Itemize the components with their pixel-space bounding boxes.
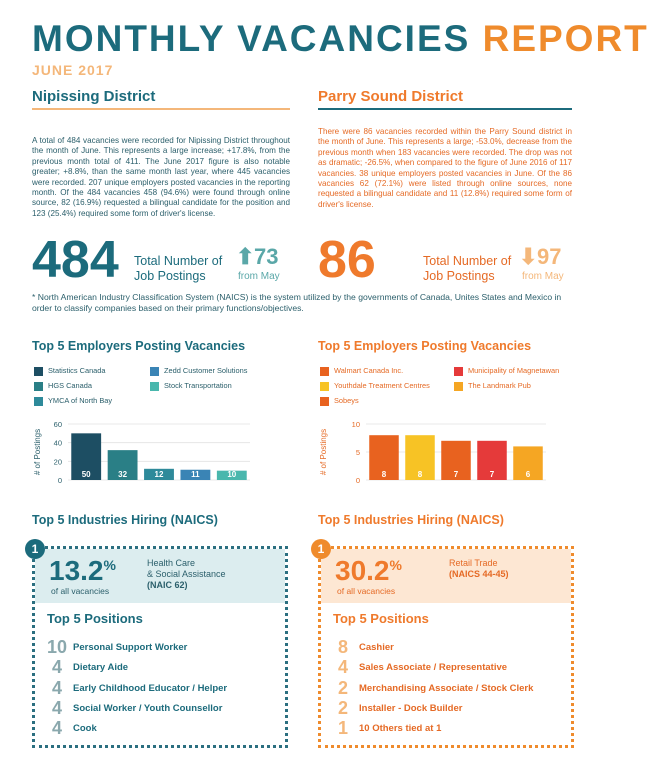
industries-heading-left: Top 5 Industries Hiring (NAICS)	[32, 513, 218, 527]
industries-heading-right: Top 5 Industries Hiring (NAICS)	[318, 513, 504, 527]
title-main: MONTHLY VACANCIES	[32, 18, 471, 59]
nipissing-summary: A total of 484 vacancies were recorded for Nipissing District throughout the month of June. This represents a large increase; +17.8%, from the previous month total of 411. The June 2017 figure is also notable greater; +8.8%, than the same month last year, where 445 vacancies were recorded. 207 unique employers posted vacancies in the reporting month. Of the 484 vacancies 458 (94.6%) were found through online source, 82 (16.9%) requested a bilingual candidate for the position and 123 (25.4%) required some form of driver's license.	[32, 136, 290, 218]
parry-sound-change-label: from May	[522, 271, 564, 282]
bar-value-label: 6	[525, 470, 531, 479]
y-axis-label: # of Postings	[319, 428, 328, 476]
bar-value-label: 7	[453, 470, 459, 479]
nipissing-divider	[32, 108, 290, 110]
parry-sound-total: 86	[318, 231, 376, 289]
bar-value-label: 50	[81, 470, 91, 479]
parry-sound-divider	[318, 108, 572, 110]
employers-heading-left: Top 5 Employers Posting Vacancies	[32, 339, 246, 353]
employers-bar-chart-right	[318, 418, 572, 488]
positions-heading: Top 5 Positions	[47, 611, 143, 626]
industry-percentage: 30.2%	[335, 555, 402, 586]
report-title	[32, 18, 649, 60]
arrow-up-icon: ⬆	[236, 244, 255, 269]
top-industry-card-left	[31, 542, 288, 748]
legend-swatch	[320, 382, 329, 391]
legend-swatch	[150, 367, 159, 376]
title-accent: REPORT	[482, 18, 649, 59]
positions-heading: Top 5 Positions	[333, 611, 429, 626]
legend-swatch	[320, 367, 329, 376]
list-item: 8 Cashier	[337, 637, 394, 657]
legend-swatch	[34, 367, 43, 376]
legend-item: Stock Transportation	[150, 381, 232, 391]
legend-swatch	[454, 382, 463, 391]
list-item: 4 Cook	[51, 718, 97, 738]
employers-heading-right: Top 5 Employers Posting Vacancies	[318, 339, 532, 353]
list-item: 4 Early Childhood Educator / Helper	[51, 678, 228, 698]
legend-item: Municipality of Magnetawan	[454, 366, 559, 376]
list-item: 2 Merchandising Associate / Stock Clerk	[337, 678, 534, 698]
list-item: 4 Social Worker / Youth Counsellor	[51, 698, 223, 718]
bar-value-label: 11	[191, 470, 200, 479]
nipissing-total-label: Total Number of Job Postings	[134, 254, 223, 283]
bar-value-label: 32	[118, 470, 128, 479]
y-tick-label: 10	[351, 420, 360, 429]
nipissing-change-label: from May	[238, 271, 280, 282]
legend-swatch	[34, 382, 43, 391]
legend-item: Sobeys	[320, 396, 359, 406]
bar-value-label: 8	[381, 470, 387, 479]
legend-swatch	[454, 367, 463, 376]
list-item: 4 Dietary Aide	[51, 657, 129, 677]
y-tick-label: 0	[355, 476, 360, 485]
naics-footnote: * North American Industry Classification System (NAICS) is the system utilized by the governments of Canada, Unites States and Mexico in order to classify companies based on their primary functions/objectives.	[32, 292, 562, 313]
arrow-down-icon: ⬇	[519, 244, 538, 269]
legend-item: Zedd Customer Solutions	[150, 366, 247, 376]
bar-value-label: 10	[227, 470, 237, 479]
nipissing-total: 484	[32, 231, 119, 289]
legend-swatch	[150, 382, 159, 391]
legend-item: Walmart Canada Inc.	[320, 366, 403, 376]
y-tick-label: 20	[53, 457, 62, 467]
legend-swatch	[320, 397, 329, 406]
list-item: 10 Personal Support Worker	[47, 637, 188, 657]
bar-value-label: 7	[489, 470, 495, 479]
rank-badge: 1	[25, 539, 45, 559]
legend-swatch	[34, 397, 43, 406]
of-all-vacancies-label: of all vacancies	[51, 586, 110, 596]
bar-value-label: 8	[417, 470, 423, 479]
report-date: JUNE 2017	[32, 62, 114, 78]
parry-sound-heading: Parry Sound District	[318, 88, 464, 105]
bar-value-label: 12	[154, 470, 164, 479]
parry-sound-change: 97	[537, 244, 562, 269]
y-tick-label: 60	[53, 420, 62, 429]
y-tick-label: 5	[355, 448, 360, 457]
industry-name: Health Care & Social Assistance (NAIC 62)	[147, 558, 226, 590]
employers-bar-chart-left	[32, 418, 290, 488]
parry-sound-summary: There were 86 vacancies recorded within the Parry Sound district in the month of June. This represents a large; -53.0%, decrease from the previous month when 183 vacancies were recorded. The drop was not as dramatic; -26.5%, when compared to the figure of June 2016 of 117 vacancies. 38 unique employers posted vacancies in June. Of the 86 vacancies 62 (72.1%) were listed through online sources, none requested a bilingual candidate and 11 (12.8%) required some form of driver's license.	[318, 127, 572, 209]
legend-item: YMCA of North Bay	[34, 396, 112, 406]
legend-item: Statistics Canada	[34, 366, 106, 376]
y-tick-label: 0	[57, 476, 62, 485]
list-item: 1 10 Others tied at 1	[337, 718, 442, 738]
y-axis-label: # of Postings	[33, 428, 42, 476]
list-item: 2 Installer - Dock Builder	[337, 698, 463, 718]
rank-badge: 1	[311, 539, 331, 559]
nipissing-change: 73	[254, 244, 279, 269]
y-tick-label: 40	[53, 438, 62, 448]
nipissing-heading: Nipissing District	[32, 88, 156, 105]
top-industry-card-right	[317, 542, 574, 748]
legend-item: HGS Canada	[34, 381, 92, 391]
parry-sound-total-label: Total Number of Job Postings	[423, 254, 512, 283]
industry-name: Retail Trade (NAICS 44-45)	[449, 558, 509, 579]
industry-percentage: 13.2%	[49, 555, 116, 586]
legend-item: Youthdale Treatment Centres	[320, 381, 430, 391]
of-all-vacancies-label: of all vacancies	[337, 586, 396, 596]
legend-item: The Landmark Pub	[454, 381, 531, 391]
list-item: 4 Sales Associate / Representative	[337, 657, 508, 677]
